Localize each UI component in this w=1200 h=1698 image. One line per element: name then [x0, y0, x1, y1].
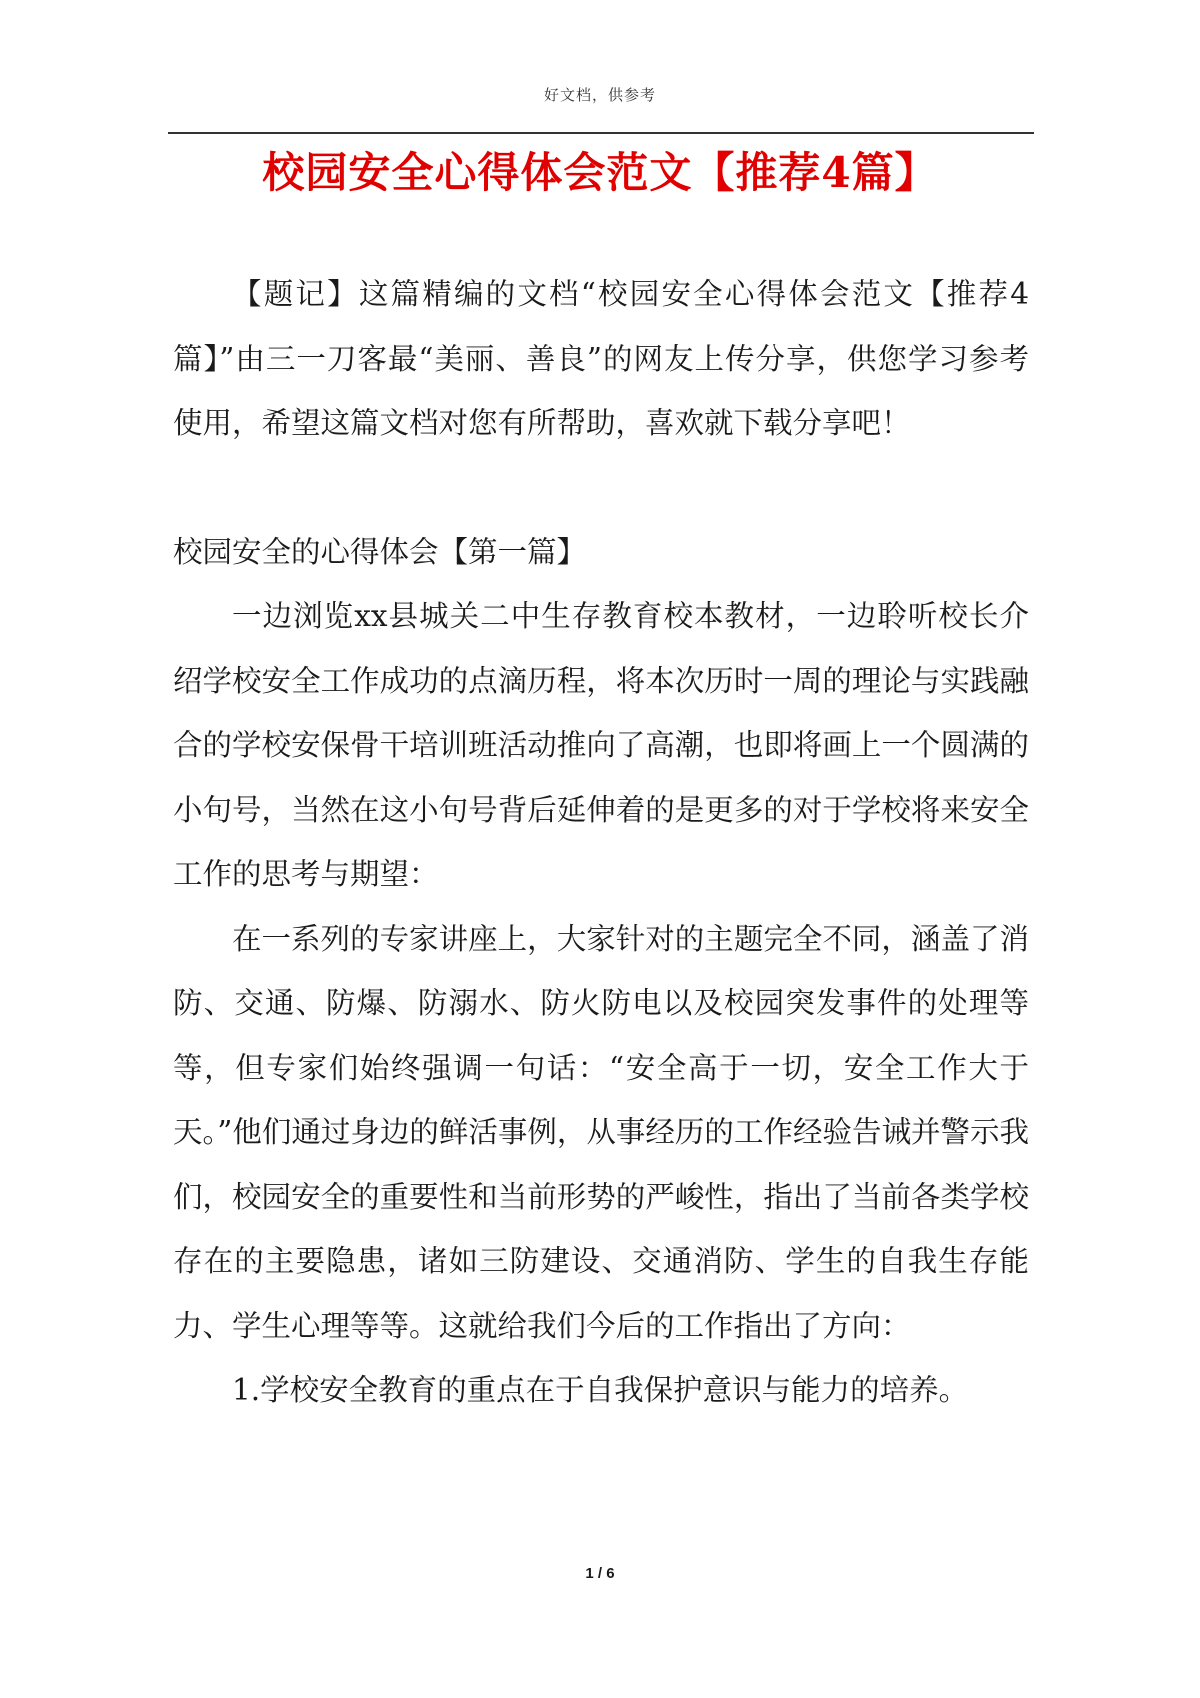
body-paragraph-2: 在一系列的专家讲座上，大家针对的主题完全不同，涵盖了消防、交通、防爆、防溺水、防火防电以及校园突发事件的处理等等，但专家们始终强调一句话：“安全高于一切，安全工作大于天。”他们通过身边的鲜活事例，从事经历的工作经验告诫并警示我们，校园安全的重要性和当前形势的严峻性，指出了当前各类学校存在的主要隐患，诸如三防建设、交通消防、学生的自我生存能力、学生心理等等。这就给我们今后的工作指出了方向：	[173, 921, 1029, 1343]
document-body	[173, 262, 1029, 1423]
section-heading: 校园安全的心得体会【第一篇】	[173, 534, 587, 569]
body-paragraph-1: 一边浏览xx县城关二中生存教育校本教材，一边聆听校长介绍学校安全工作成功的点滴历程，将本次历时一周的理论与实践融合的学校安保骨干培训班活动推向了高潮，也即将画上一个圆满的小句号，当然在这小句号背后延伸着的是更多的对于学校将来安全工作的思考与期望：	[173, 599, 1029, 891]
page-number: 1 / 6	[585, 1565, 615, 1582]
body-paragraph-3: 1.学校安全教育的重点在于自我保护意识与能力的培养。	[232, 1373, 969, 1407]
document-title: 校园安全心得体会范文【推荐4篇】	[262, 148, 938, 197]
header-divider	[168, 132, 1034, 134]
page-header: 好文档，供参考	[543, 86, 656, 104]
intro-paragraph: 【题记】这篇精编的文档“校园安全心得体会范文【推荐4篇】”由三一刀客最“美丽、善良”的网友上传分享，供您学习参考使用，希望这篇文档对您有所帮助，喜欢就下载分享吧！	[173, 277, 1029, 440]
